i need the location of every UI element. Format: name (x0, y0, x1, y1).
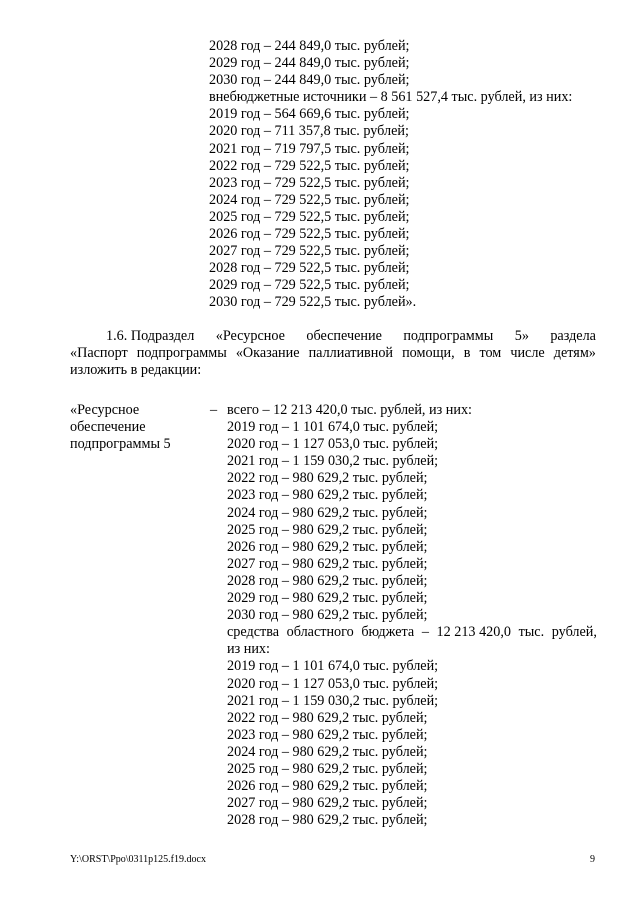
text-line: 2030 год – 729 522,5 тыс. рублей». (209, 294, 417, 311)
footer-file-path: Y:\ORST\Ppo\0311p125.f19.docx (70, 854, 206, 865)
paragraph-word: числе (510, 345, 545, 361)
regional-budget-word: средства (227, 624, 280, 641)
text-line: 2030 год – 980 629,2 тыс. рублей; (227, 607, 428, 624)
text-line: всего – 12 213 420,0 тыс. рублей, из них: (227, 402, 472, 418)
section-label-line: обеспечение (70, 419, 146, 436)
paragraph-line-3: изложить в редакции: (70, 362, 202, 378)
regional-budget-word: – (421, 624, 429, 641)
regional-budget-word: областного (286, 624, 354, 641)
text-line: 2024 год – 980 629,2 тыс. рублей; (227, 504, 428, 521)
text-line: 2019 год – 564 669,6 тыс. рублей; (209, 106, 410, 123)
text-line: 2019 год – 1 101 674,0 тыс. рублей; (227, 419, 439, 436)
text-line: 2020 год – 1 127 053,0 тыс. рублей; (227, 675, 439, 692)
paragraph-word: «Оказание (235, 345, 300, 361)
paragraph-word: подпрограммы (403, 328, 494, 344)
text-line: 2022 год – 980 629,2 тыс. рублей; (227, 709, 428, 726)
section-label-line: подпрограммы 5 (70, 436, 171, 453)
paragraph-line-1 (70, 328, 596, 345)
page-number: 9 (590, 854, 595, 865)
top-funding-list (209, 38, 572, 312)
text-line: 2026 год – 980 629,2 тыс. рублей; (227, 778, 428, 795)
text-line: 2022 год – 980 629,2 тыс. рублей; (227, 470, 428, 487)
paragraph-word: в (463, 345, 471, 361)
text-line: 2026 год – 729 522,5 тыс. рублей; (209, 226, 410, 243)
text-line: 2025 год – 980 629,2 тыс. рублей; (227, 521, 428, 538)
text-line: 2025 год – 729 522,5 тыс. рублей; (209, 208, 410, 225)
text-line: 2027 год – 980 629,2 тыс. рублей; (227, 795, 428, 812)
text-line: 2028 год – 980 629,2 тыс. рублей; (227, 812, 428, 829)
regional-budget-line (227, 624, 597, 641)
text-line: 2019 год – 1 101 674,0 тыс. рублей; (227, 658, 439, 675)
regional-budget-word: тыс. (518, 624, 545, 641)
text-line: 2028 год – 244 849,0 тыс. рублей; (209, 38, 410, 54)
text-line: 2020 год – 711 357,8 тыс. рублей; (209, 123, 409, 140)
text-line: 2028 год – 980 629,2 тыс. рублей; (227, 572, 428, 589)
paragraph-word: «Ресурсное (215, 328, 285, 344)
text-line: 2022 год – 729 522,5 тыс. рублей; (209, 157, 410, 174)
text-line: 2029 год – 729 522,5 тыс. рублей; (209, 277, 410, 294)
paragraph-word: том (479, 345, 502, 361)
text-line: 2024 год – 980 629,2 тыс. рублей; (227, 743, 428, 760)
regional-budget-word: бюджета (361, 624, 415, 641)
text-line: внебюджетные источники – 8 561 527,4 тыс. рублей, из них: (209, 89, 573, 106)
section-label (70, 402, 171, 453)
text-line: 2026 год – 980 629,2 тыс. рублей; (227, 538, 428, 555)
text-line: 2024 год – 729 522,5 тыс. рублей; (209, 191, 410, 208)
text-line: 2027 год – 980 629,2 тыс. рублей; (227, 555, 428, 572)
text-line: 2023 год – 980 629,2 тыс. рублей; (227, 726, 428, 743)
amendment-paragraph (70, 328, 596, 379)
text-line: из них: (227, 641, 270, 658)
text-line: 2020 год – 1 127 053,0 тыс. рублей; (227, 436, 439, 453)
label-dash: – (210, 402, 218, 418)
resource-funding-list (227, 402, 597, 829)
paragraph-word: помощи, (402, 345, 455, 361)
section-label-line: «Ресурсное (70, 402, 140, 418)
text-line: 2021 год – 719 797,5 тыс. рублей; (209, 140, 410, 157)
text-line: 2029 год – 980 629,2 тыс. рублей; (227, 590, 428, 607)
paragraph-word: «Паспорт (70, 345, 128, 361)
regional-budget-word: 12 213 420,0 (436, 624, 511, 641)
text-line: 2023 год – 729 522,5 тыс. рублей; (209, 174, 410, 191)
text-line: 2027 год – 729 522,5 тыс. рублей; (209, 243, 410, 260)
text-line: 2030 год – 244 849,0 тыс. рублей; (209, 72, 410, 89)
paragraph-word: подпрограммы (136, 345, 227, 361)
text-line: 2023 год – 980 629,2 тыс. рублей; (227, 487, 428, 504)
paragraph-word: 1.6. Подраздел (106, 328, 195, 344)
paragraph-word: раздела (550, 328, 596, 344)
paragraph-word: детям» (553, 345, 596, 361)
text-line: 2021 год – 1 159 030,2 тыс. рублей; (227, 453, 439, 470)
text-line: 2028 год – 729 522,5 тыс. рублей; (209, 260, 410, 277)
text-line: 2021 год – 1 159 030,2 тыс. рублей; (227, 692, 439, 709)
paragraph-word: 5» (514, 328, 529, 344)
regional-budget-word: рублей, (551, 624, 597, 641)
text-line: 2029 год – 244 849,0 тыс. рублей; (209, 55, 410, 72)
text-line: 2025 год – 980 629,2 тыс. рублей; (227, 760, 428, 777)
paragraph-word: обеспечение (306, 328, 382, 344)
paragraph-word: паллиативной (308, 345, 394, 361)
paragraph-line-2 (70, 345, 596, 362)
